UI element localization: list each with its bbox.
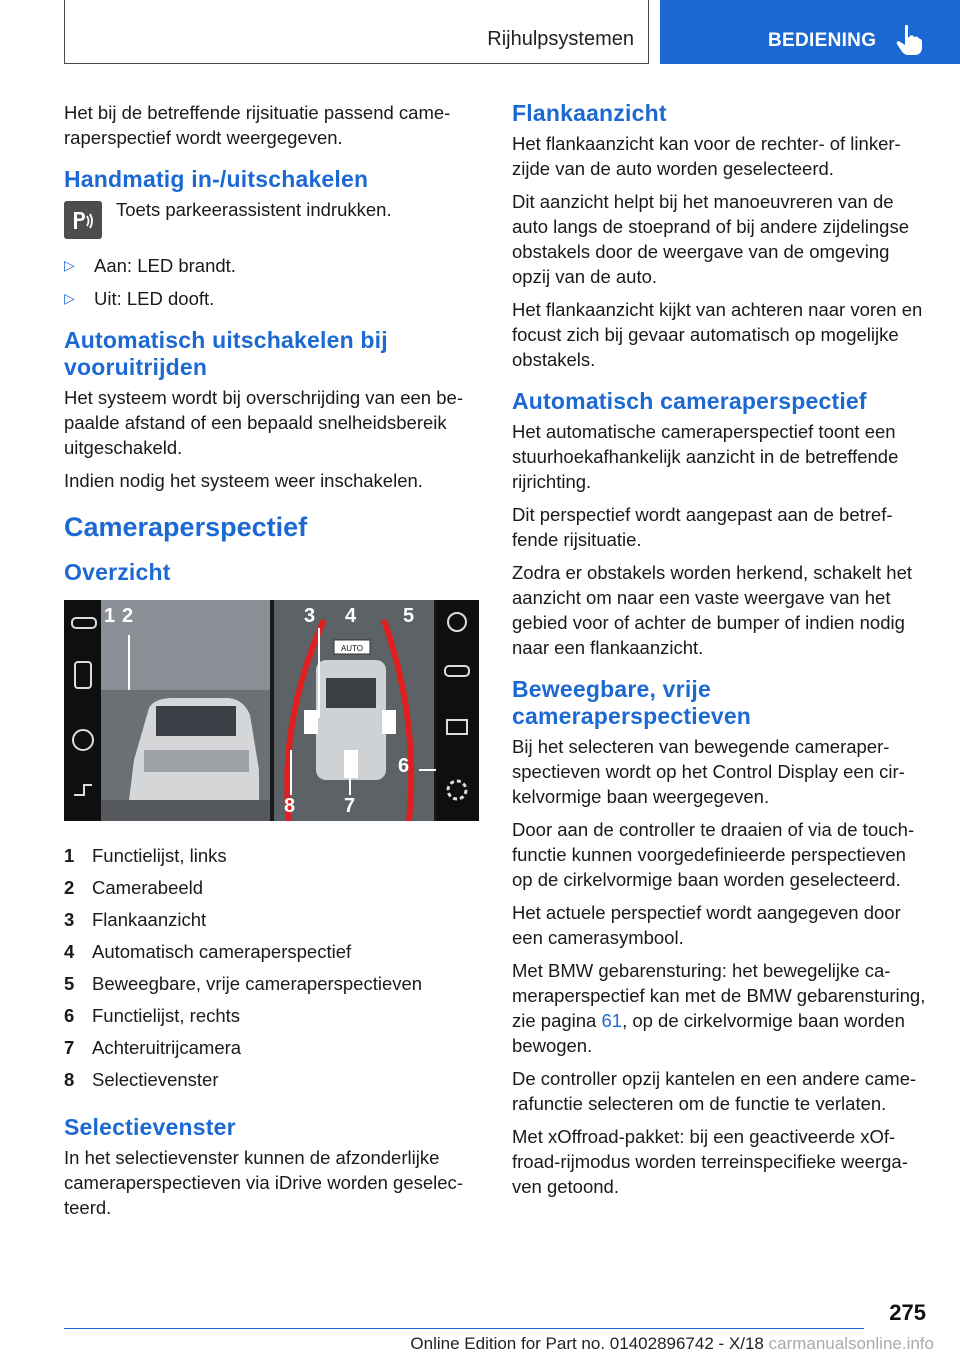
legend-text: Automatisch cameraperspectief <box>92 941 352 962</box>
footer <box>410 1334 934 1354</box>
selection-paragraph: In het selectievenster kunnen de afzonderlijke cameraperspectieven via iDrive worden geselecteerd. <box>64 1147 463 1218</box>
free-p4-text-before: Met BMW gebarensturing: het bewegelijke cameraperspectief kan met de BMW gebarensturing, zie pagina <box>512 960 926 1031</box>
flank-paragraph-1: Het flankaanzicht kan voor de rechter- of linkerzijde van de auto worden geselecteerd. <box>512 133 901 179</box>
auto-paragraph-3: Zodra er obstakels worden herkend, schakelt het aanzicht om naar een vaste weergave van het gebied voor of achter de bumper of indien nodig naar een flankaanzicht. <box>512 562 913 658</box>
bullet-text: Aan: LED brandt. <box>94 255 236 276</box>
legend-text: Functielijst, rechts <box>92 1005 241 1026</box>
figure-label: 5 <box>403 605 415 627</box>
bullet-item <box>64 253 479 278</box>
pointing-hand-icon <box>896 24 922 56</box>
flank-paragraph-3: Het flankaanzicht kijkt van achteren naar voren en focust zich bij gevaar automatisch op mogelijke obstakels. <box>512 299 923 370</box>
heading-auto-off: Automatisch uitschakelen bij vooruitrijden <box>64 327 388 380</box>
park-assist-instruction: Toets parkeerassistent indrukken. <box>116 199 392 220</box>
figure-label: 7 <box>344 795 356 817</box>
free-paragraph-1: Bij het selecteren van bewegende cameraperspectieven wordt op het Control Display een cirkelvormige baan weergegeven. <box>512 736 905 807</box>
legend-text: Selectievenster <box>92 1069 219 1090</box>
figure-label: 8 <box>284 795 296 817</box>
figure-label: 6 <box>398 755 410 777</box>
figure-label: 4 <box>345 605 357 627</box>
heading-selection-window: Selectievenster <box>64 1114 236 1140</box>
footer-divider <box>64 1328 864 1329</box>
park-assist-button-icon <box>64 201 102 239</box>
section-title: Rijhulpsystemen <box>487 28 634 50</box>
legend-number: 6 <box>64 1005 75 1026</box>
chapter-tab[interactable] <box>660 0 960 64</box>
free-paragraph-3: Het actuele perspectief wordt aangegeven door een camerasymbool. <box>512 902 901 948</box>
footer-edition: Online Edition for Part no. 01402896742 - X/18 <box>410 1334 764 1353</box>
figure-label: 3 <box>304 605 316 627</box>
legend-text: Achteruitrijcamera <box>92 1037 242 1058</box>
bullet-triangle-icon: ▷ <box>64 257 75 273</box>
chapter-label: BEDIENING <box>768 30 877 51</box>
flank-paragraph-2: Dit aanzicht helpt bij het manoeuvreren van de auto langs de stoeprand of bij andere zijdelingse obstakels door de weergave van de omgeving opzij van de auto. <box>512 191 910 287</box>
free-p4-text-after: , op de cirkelvormige baan worden bewogen. <box>512 1010 905 1056</box>
legend-text: Beweegbare, vrije cameraperspectieven <box>92 973 423 994</box>
auto-off-paragraph-2: Indien nodig het systeem weer inschakelen. <box>64 470 423 491</box>
watermark: carmanualsonline.info <box>768 1334 934 1353</box>
legend-item <box>64 875 479 900</box>
intro-paragraph: Het bij de betreffende rijsituatie passend cameraperspectief wordt weergegeven. <box>64 102 451 148</box>
right-column <box>512 100 927 1207</box>
legend-item <box>64 971 479 996</box>
auto-off-paragraph-1: Het systeem wordt bij overschrijding van een bepaalde afstand of een bepaald snelheidsbereik uitgeschakeld. <box>64 387 463 458</box>
left-column <box>64 100 479 1228</box>
legend-number: 1 <box>64 845 75 866</box>
bullet-text: Uit: LED dooft. <box>94 288 215 309</box>
auto-paragraph-2: Dit perspectief wordt aangepast aan de betreffende rijsituatie. <box>512 504 893 550</box>
legend-number: 2 <box>64 877 75 898</box>
heading-manual: Handmatig in-/uitschakelen <box>64 166 369 192</box>
legend-number: 5 <box>64 973 75 994</box>
auto-paragraph-1: Het automatische cameraperspectief toont een stuurhoekafhankelijk aanzicht in de betreffende rijrichting. <box>512 421 899 492</box>
camera-display-figure <box>64 600 479 821</box>
park-assist-row <box>64 197 479 243</box>
legend-item <box>64 939 479 964</box>
figure-label: 2 <box>122 605 134 627</box>
heading-flank-view: Flankaanzicht <box>512 100 667 126</box>
legend-item <box>64 1003 479 1028</box>
legend-item <box>64 907 479 932</box>
heading-free-camera: Beweegbare, vrije cameraperspectieven <box>512 676 752 729</box>
page-number: 275 <box>889 1300 926 1325</box>
legend-text: Functielijst, links <box>92 845 227 866</box>
heading-camera-perspective: Cameraperspectief <box>64 512 308 542</box>
legend-item <box>64 1067 479 1092</box>
heading-overview: Overzicht <box>64 559 171 585</box>
bullet-item <box>64 286 479 311</box>
legend-number: 7 <box>64 1037 75 1058</box>
heading-auto-camera: Automatisch cameraperspectief <box>512 388 867 414</box>
legend-number: 4 <box>64 941 75 962</box>
figure-auto-label: AUTO <box>340 644 364 653</box>
bullet-triangle-icon: ▷ <box>64 290 75 306</box>
free-paragraph-6: Met xOffroad-pakket: bij een geactiveerde xOffroad-rijmodus worden terreinspecifieke weergaven getoond. <box>512 1126 908 1197</box>
free-paragraph-2: Door aan de controller te draaien of via de touchfunctie kunnen voorgedefinieerde perspectieven op de cirkelvormige baan worden geselecteerd. <box>512 819 915 890</box>
legend-item <box>64 1035 479 1060</box>
free-paragraph-4 <box>512 958 927 1058</box>
header-section-box <box>64 0 649 64</box>
legend-item <box>64 843 479 868</box>
free-paragraph-5: De controller opzij kantelen en een andere camerafunctie selecteren om de functie te verlaten. <box>512 1068 917 1114</box>
legend-text: Flankaanzicht <box>92 909 207 930</box>
page-link[interactable]: 61 <box>601 1010 623 1031</box>
legend-number: 8 <box>64 1069 75 1090</box>
figure-label: 1 <box>104 605 116 627</box>
legend-number: 3 <box>64 909 75 930</box>
legend-text: Camerabeeld <box>92 877 204 898</box>
